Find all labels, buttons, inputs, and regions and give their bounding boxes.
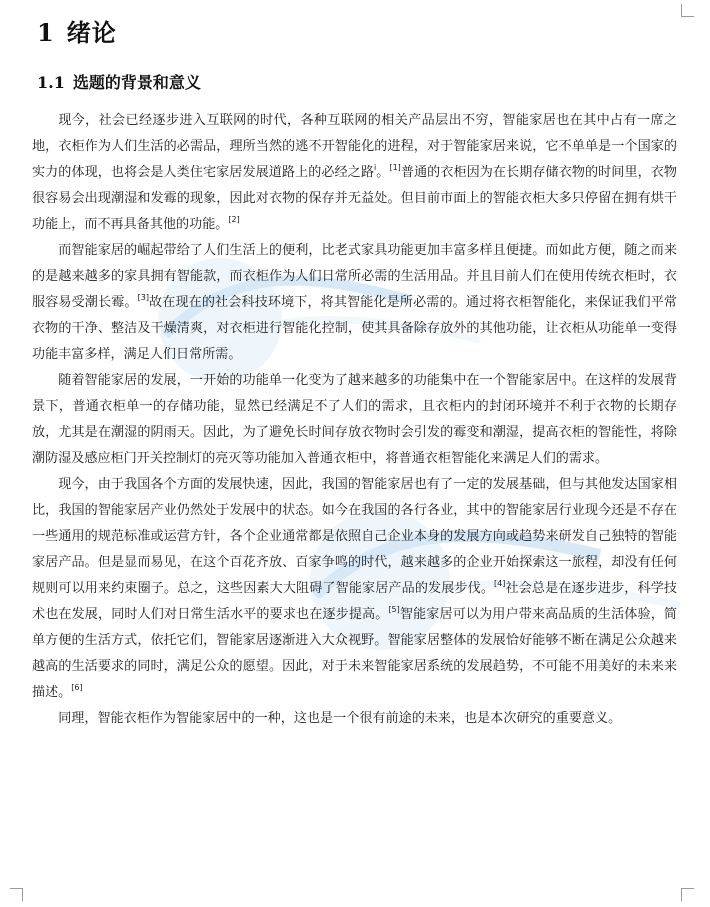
citation-mark: [5] <box>388 605 400 614</box>
citation-mark: [3] <box>137 293 149 302</box>
section-heading <box>37 70 201 93</box>
citation-mark: i <box>374 163 377 172</box>
citation-mark: [6] <box>71 683 83 692</box>
paragraph-text: 现今，由于我国各个方面的发展快速，因此，我国的智能家居也有了一定的发展基础，但与其他发达国家相比，我国的智能家居产业仍然处于发展中的状态。如今在我国的各行各业，其中的智能家居行业现今还是不存在一些通用的规范标准或运营方针，各个企业通常都是依照自己企业本身的发展方向或趋势来研发自己独特的智能家居产品。但是显而易见，在这个百花齐放、百家争鸣的时代，越来越多的企业开始探索这一旅程，却没有任何规则可以用来约束圈子。总之，这些因素大大阻碍了智能家居产品的发展步伐。 <box>32 477 677 596</box>
paragraph-text: 故在现在的社会科技环境下，将其智能化是所必需的。通过将衣柜智能化，来保证我们平常衣物的干净、整洁及干燥清爽，对衣柜进行智能化控制，使其具备除存放外的其他功能，让衣柜从功能单一变得功能丰富多样，满足人们日常所需。 <box>32 295 677 362</box>
paragraph <box>32 368 677 472</box>
citation-mark: [4] <box>494 579 506 588</box>
chapter-heading <box>37 13 117 48</box>
citation-mark: [1] <box>389 163 401 172</box>
body-text <box>32 108 677 732</box>
paragraph <box>32 238 677 368</box>
paragraph <box>32 108 677 238</box>
paragraph-text: 普通的衣柜因为在长期存储衣物的时间里，衣物很容易会出现潮湿和发霉的现象，因此对衣物的保存并无益处。但目前市面上的智能衣柜大多只停留在拥有烘干功能上，而不再具备其他的功能。 <box>32 165 678 232</box>
section-title: 选题的背景和意义 <box>72 73 201 92</box>
paragraph-text: 社会总是在逐步进步，科学技术也在发展，同时人们对日常生活水平的要求也在逐步提高。 <box>32 581 678 622</box>
paragraph-text: 现今，社会已经逐步进入互联网的时代，各种互联网的相关产品层出不穷，智能家居也在其中占有一席之地，衣柜作为人们生活的必需品，理所当然的逃不开智能化的进程，对于智能家居来说，它不单单是一个国家的实力的体现，也将会是人类住宅家居发展道路上的必经之路 <box>32 113 677 180</box>
paragraph <box>32 706 677 732</box>
chapter-title: 绪论 <box>66 18 117 47</box>
section-number: 1.1 <box>37 73 65 92</box>
crop-mark-bottom-right <box>681 888 694 901</box>
paragraph <box>32 472 677 706</box>
paragraph-text: 而智能家居的崛起带给了人们生活上的便利，比老式家具功能更加丰富多样且便捷。而如此方便，随之而来的是越来越多的家具拥有智能款，而衣柜作为人们日常所必需的生活用品。并且目前人们在使用传统衣柜时，衣服容易受潮长霉。 <box>32 243 677 310</box>
crop-mark-top-right <box>681 4 694 17</box>
paragraph-text: 随着智能家居的发展，一开始的功能单一化变为了越来越多的功能集中在一个智能家居中。在这样的发展背景下，普通衣柜单一的存储功能，显然已经满足不了人们的需求，且衣柜内的封闭环境并不利于衣物的长期存放，尤其是在潮湿的阴雨天。因此，为了避免长时间存放衣物时会引发的霉变和潮湿，提高衣柜的智能性，将除潮防湿及感应柜门开关控制灯的亮灭等功能加入普通衣柜中，将普通衣柜智能化来满足人们的需求。 <box>32 373 677 466</box>
paragraph-text: 智能家居可以为用户带来高品质的生活体验，简单方便的生活方式，依托它们，智能家居逐渐进入大众视野。智能家居整体的发展恰好能够不断在满足公众越来越高的生活要求的同时，满足公众的愿望。因此，对于未来智能家居系统的发展趋势，不可能不用美好的未来来描述。 <box>32 607 678 700</box>
chapter-number: 1 <box>37 18 55 47</box>
citation-mark: [2] <box>228 215 240 224</box>
paragraph-text: 。 <box>376 165 390 180</box>
crop-mark-bottom-left <box>10 888 23 901</box>
paragraph-text: 同理，智能衣柜作为智能家居中的一种，这也是一个很有前途的未来，也是本次研究的重要意义。 <box>58 711 622 726</box>
